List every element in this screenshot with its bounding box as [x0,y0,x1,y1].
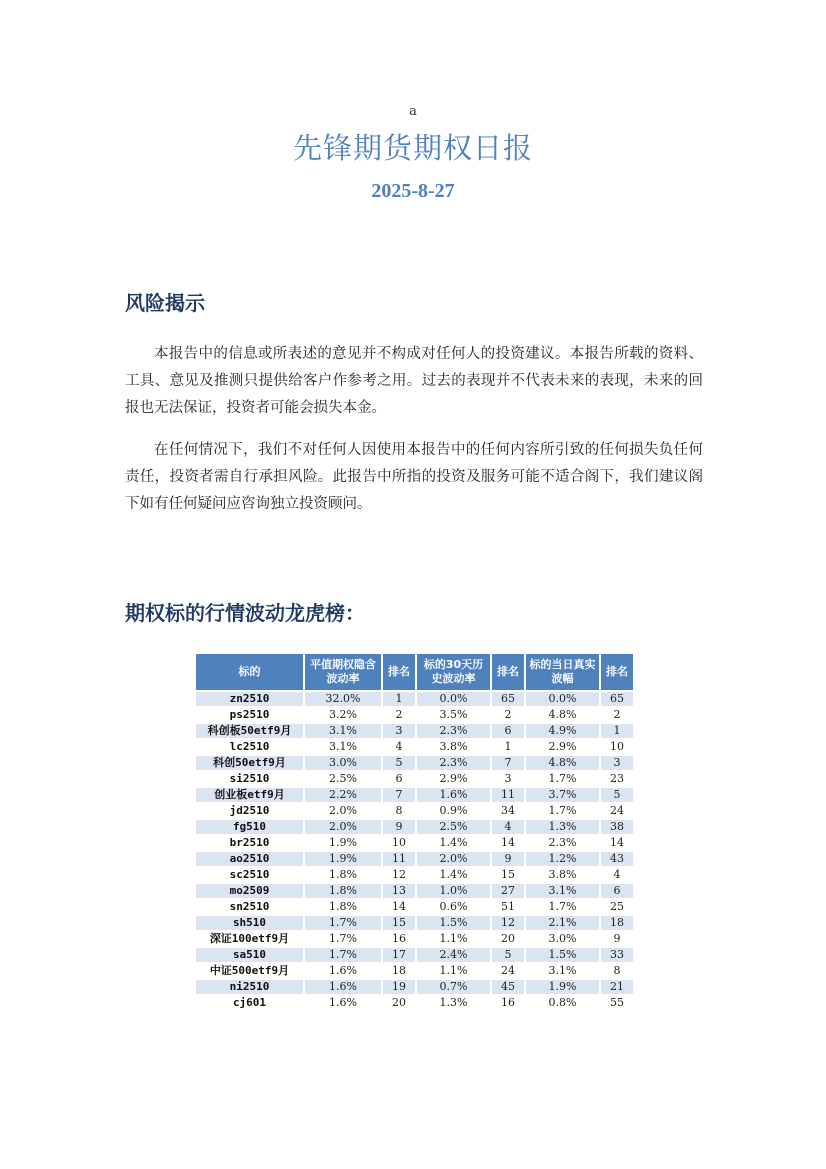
value-cell: 3 [492,772,524,786]
value-cell: 12 [383,868,415,882]
value-cell: 1.7% [305,948,381,962]
value-cell: 1.6% [417,788,490,802]
value-cell: 2.1% [526,916,599,930]
underlying-cell: si2510 [196,772,303,786]
value-cell: 16 [492,996,524,1010]
value-cell: 15 [383,916,415,930]
value-cell: 4.9% [526,724,599,738]
value-cell: 3 [601,756,633,770]
value-cell: 20 [383,996,415,1010]
value-cell: 12 [492,916,524,930]
value-cell: 38 [601,820,633,834]
value-cell: 1.4% [417,836,490,850]
risk-paragraph: 在任何情况下，我们不对任何人因使用本报告中的任何内容所引致的任何损失负任何责任，投资者需自行承担风险。此报告中所指的投资及服务可能不适合阁下，我们建议阁下如有任何疑问应咨询独立投资顾问。 [125,442,703,512]
value-cell: 0.0% [526,692,599,706]
value-cell: 34 [492,804,524,818]
value-cell: 1.9% [305,836,381,850]
value-cell: 1 [601,724,633,738]
table-row [196,724,633,738]
table-row [196,692,633,706]
table-row [196,852,633,866]
value-cell: 3.0% [526,932,599,946]
value-cell: 5 [492,948,524,962]
underlying-cell: fg510 [196,820,303,834]
value-cell: 24 [492,964,524,978]
page-marker: a [409,104,417,119]
value-cell: 2.0% [417,852,490,866]
underlying-cell: br2510 [196,836,303,850]
value-cell: 0.0% [417,692,490,706]
value-cell: 51 [492,900,524,914]
value-cell: 4 [492,820,524,834]
value-cell: 1.6% [305,964,381,978]
value-cell: 9 [492,852,524,866]
value-cell: 3 [383,724,415,738]
table-row [196,804,633,818]
value-cell: 1.9% [305,852,381,866]
underlying-cell: sn2510 [196,900,303,914]
value-cell: 2.0% [305,820,381,834]
value-cell: 16 [383,932,415,946]
value-cell: 2.4% [417,948,490,962]
underlying-cell: 创业板etf9月 [196,788,303,802]
value-cell: 5 [601,788,633,802]
value-cell: 0.9% [417,804,490,818]
value-cell: 14 [601,836,633,850]
value-cell: 19 [383,980,415,994]
table-row [196,900,633,914]
value-cell: 1.6% [305,996,381,1010]
value-cell: 2.9% [526,740,599,754]
value-cell: 6 [492,724,524,738]
value-cell: 8 [601,964,633,978]
value-cell: 3.5% [417,708,490,722]
underlying-cell: lc2510 [196,740,303,754]
value-cell: 3.1% [305,724,381,738]
value-cell: 32.0% [305,692,381,706]
column-header: 排名 [601,654,633,690]
value-cell: 1.9% [526,980,599,994]
underlying-cell: cj601 [196,996,303,1010]
value-cell: 10 [601,740,633,754]
value-cell: 2 [601,708,633,722]
column-header: 标的 [196,654,303,690]
value-cell: 65 [601,692,633,706]
value-cell: 1.7% [526,804,599,818]
value-cell: 20 [492,932,524,946]
value-cell: 15 [492,868,524,882]
value-cell: 4 [601,868,633,882]
value-cell: 4.8% [526,708,599,722]
value-cell: 25 [601,900,633,914]
value-cell: 33 [601,948,633,962]
table-row [196,868,633,882]
value-cell: 8 [383,804,415,818]
value-cell: 2.3% [417,756,490,770]
column-header: 标的当日真实波幅 [526,654,599,690]
table-row [196,788,633,802]
value-cell: 3.8% [417,740,490,754]
volatility-board-heading: 期权标的行情波动龙虎榜： [125,601,365,625]
value-cell: 2.5% [305,772,381,786]
value-cell: 14 [492,836,524,850]
value-cell: 3.1% [526,964,599,978]
value-cell: 9 [601,932,633,946]
value-cell: 1 [492,740,524,754]
value-cell: 0.7% [417,980,490,994]
underlying-cell: 科创50etf9月 [196,756,303,770]
report-title: 先锋期货期权日报 [292,131,533,165]
table-row [196,820,633,834]
value-cell: 1.7% [526,772,599,786]
value-cell: 11 [383,852,415,866]
value-cell: 3.7% [526,788,599,802]
value-cell: 1.5% [417,916,490,930]
value-cell: 1 [383,692,415,706]
value-cell: 2.3% [417,724,490,738]
value-cell: 7 [383,788,415,802]
value-cell: 1.8% [305,868,381,882]
table-row [196,836,633,850]
value-cell: 2.3% [526,836,599,850]
underlying-cell: jd2510 [196,804,303,818]
table-row [196,740,633,754]
table-header-row [196,654,633,690]
underlying-cell: ni2510 [196,980,303,994]
value-cell: 6 [383,772,415,786]
table-row [196,756,633,770]
value-cell: 3.2% [305,708,381,722]
table-row [196,708,633,722]
underlying-cell: 科创板50etf9月 [196,724,303,738]
value-cell: 1.5% [526,948,599,962]
value-cell: 55 [601,996,633,1010]
risk-heading: 风险揭示 [125,291,205,315]
table-row [196,996,633,1010]
underlying-cell: sa510 [196,948,303,962]
value-cell: 24 [601,804,633,818]
value-cell: 4 [383,740,415,754]
value-cell: 0.8% [526,996,599,1010]
table-row [196,884,633,898]
volatility-ranking-table [194,652,635,1012]
value-cell: 1.8% [305,900,381,914]
column-header: 平值期权隐含波动率 [305,654,381,690]
column-header: 标的30天历史波动率 [417,654,490,690]
value-cell: 1.1% [417,932,490,946]
value-cell: 2.5% [417,820,490,834]
value-cell: 27 [492,884,524,898]
value-cell: 1.4% [417,868,490,882]
value-cell: 1.3% [526,820,599,834]
value-cell: 11 [492,788,524,802]
value-cell: 3.8% [526,868,599,882]
table-row [196,964,633,978]
value-cell: 2.0% [305,804,381,818]
underlying-cell: mo2509 [196,884,303,898]
underlying-cell: ao2510 [196,852,303,866]
table-row [196,916,633,930]
table-row [196,948,633,962]
table-body [196,692,633,1010]
value-cell: 0.6% [417,900,490,914]
value-cell: 2.9% [417,772,490,786]
value-cell: 14 [383,900,415,914]
value-cell: 13 [383,884,415,898]
table-row [196,772,633,786]
value-cell: 18 [601,916,633,930]
underlying-cell: zn2510 [196,692,303,706]
value-cell: 1.1% [417,964,490,978]
value-cell: 23 [601,772,633,786]
underlying-cell: 中证500etf9月 [196,964,303,978]
value-cell: 3.1% [526,884,599,898]
underlying-cell: sc2510 [196,868,303,882]
report-date: 2025-8-27 [371,180,455,202]
table-row [196,932,633,946]
value-cell: 18 [383,964,415,978]
value-cell: 9 [383,820,415,834]
value-cell: 3.0% [305,756,381,770]
value-cell: 43 [601,852,633,866]
value-cell: 1.7% [526,900,599,914]
value-cell: 1.7% [305,916,381,930]
underlying-cell: sh510 [196,916,303,930]
value-cell: 6 [601,884,633,898]
value-cell: 2.2% [305,788,381,802]
value-cell: 1.3% [417,996,490,1010]
column-header: 排名 [383,654,415,690]
value-cell: 1.8% [305,884,381,898]
value-cell: 1.6% [305,980,381,994]
value-cell: 65 [492,692,524,706]
value-cell: 1.2% [526,852,599,866]
value-cell: 1.0% [417,884,490,898]
underlying-cell: ps2510 [196,708,303,722]
value-cell: 17 [383,948,415,962]
value-cell: 3.1% [305,740,381,754]
value-cell: 1.7% [305,932,381,946]
value-cell: 5 [383,756,415,770]
table-row [196,980,633,994]
value-cell: 45 [492,980,524,994]
value-cell: 21 [601,980,633,994]
risk-paragraph: 本报告中的信息或所表述的意见并不构成对任何人的投资建议。本报告所载的资料、工具、意见及推测只提供给客户作参考之用。过去的表现并不代表未来的表现，未来的回报也无法保证，投资者可能会损失本金。 [125,346,703,416]
column-header: 排名 [492,654,524,690]
underlying-cell: 深证100etf9月 [196,932,303,946]
value-cell: 4.8% [526,756,599,770]
value-cell: 10 [383,836,415,850]
value-cell: 2 [383,708,415,722]
value-cell: 2 [492,708,524,722]
value-cell: 7 [492,756,524,770]
